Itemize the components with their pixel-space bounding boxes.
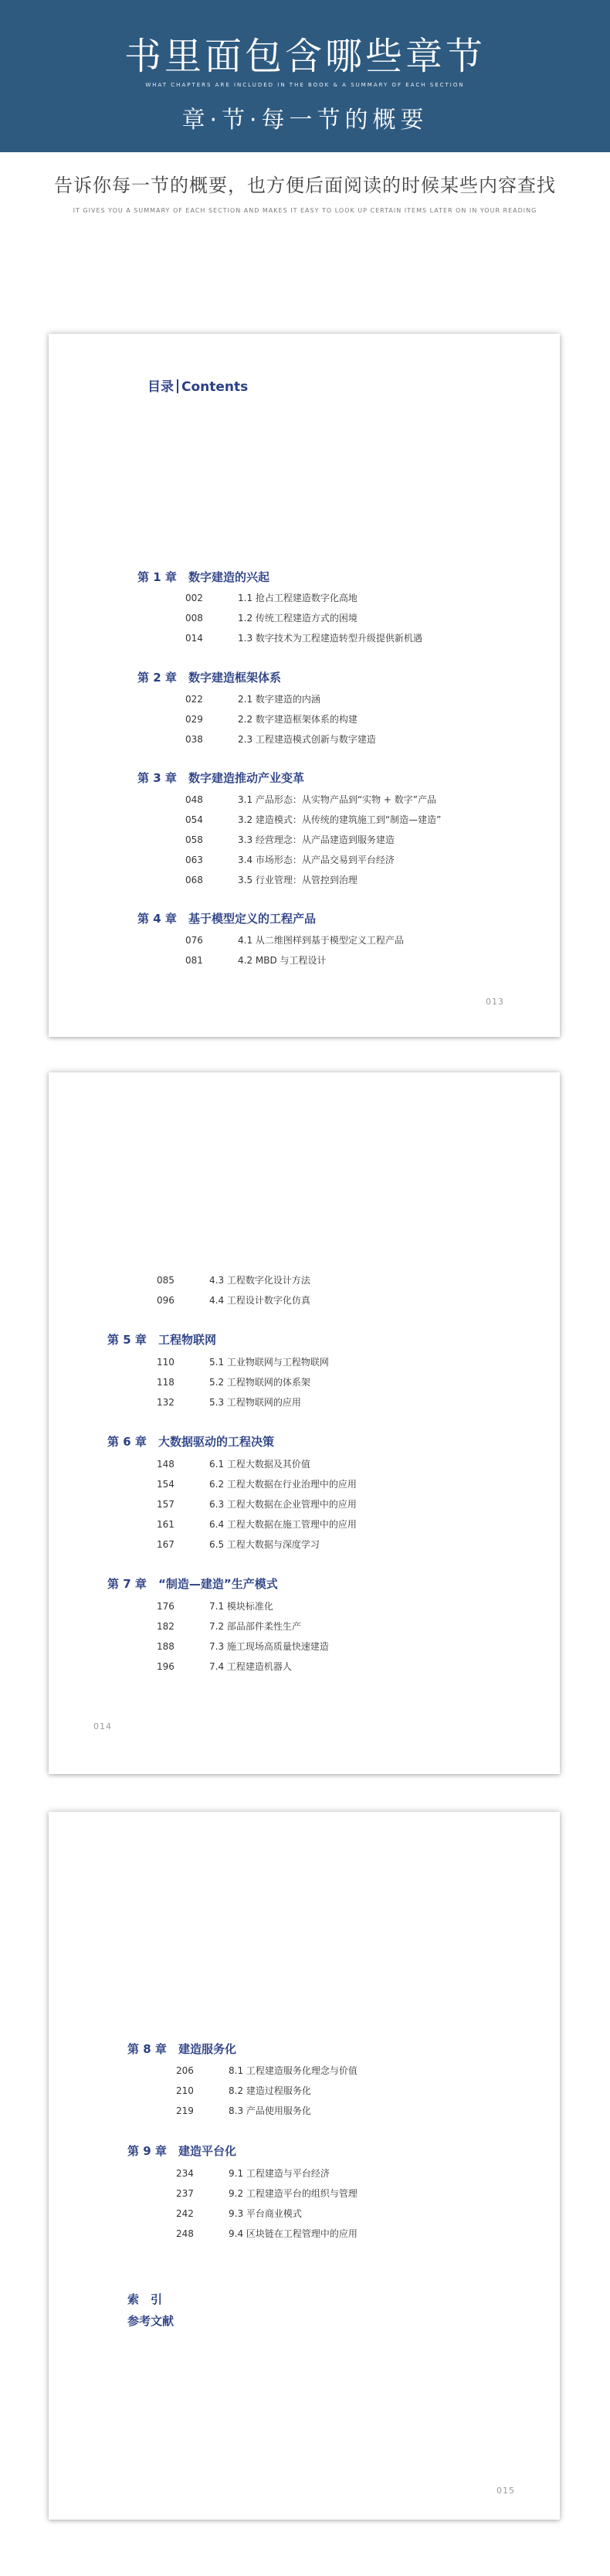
entry-page: 063 (185, 855, 203, 865)
entry-page: 161 (157, 1519, 175, 1530)
toc-entry[interactable] (185, 692, 320, 705)
entry-text: 5.3 工程物联网的应用 (209, 1397, 301, 1408)
toc-entry[interactable] (185, 833, 395, 846)
toc-entry[interactable] (157, 1457, 310, 1470)
toc-entry[interactable] (157, 1640, 329, 1653)
chapter-title: 工程物联网 (158, 1333, 217, 1347)
page-number: 013 (486, 997, 504, 1007)
header-title-en: WHAT CHAPTERS ARE INCLUDED IN THE BOOK & A SUMMARY OF EACH SECTION (145, 82, 465, 88)
chapter-heading[interactable] (107, 1331, 216, 1347)
chapter-number: 第 2 章 (137, 671, 177, 685)
toc-entry[interactable] (157, 1293, 310, 1307)
entry-page: 242 (176, 2208, 194, 2219)
entry-page: 219 (176, 2105, 194, 2116)
header-banner (0, 0, 610, 152)
chapter-heading[interactable] (137, 910, 316, 926)
entry-text: 7.1 模块标准化 (209, 1601, 273, 1612)
entry-text: 5.2 工程物联网的体系架 (209, 1377, 310, 1388)
toc-entry[interactable] (185, 873, 358, 886)
entry-text: 1.3 数字技术为工程建造转型升级提供新机遇 (238, 633, 422, 644)
chapter-title: 数字建造的兴起 (188, 570, 270, 584)
toc-entry[interactable] (176, 2227, 358, 2240)
index-link[interactable]: 索 引 (127, 2292, 163, 2306)
entry-page: 058 (185, 834, 203, 845)
entry-page: 234 (176, 2168, 194, 2179)
toc-entry[interactable] (185, 611, 358, 624)
toc-entry[interactable] (185, 591, 358, 604)
entry-text: 6.4 工程大数据在施工管理中的应用 (209, 1519, 357, 1530)
toc-entry[interactable] (157, 1619, 301, 1633)
entry-page: 029 (185, 714, 203, 725)
entry-text: 5.1 工业物联网与工程物联网 (209, 1357, 329, 1368)
chapter-title: 建造服务化 (178, 2042, 237, 2056)
toc-entry[interactable] (176, 2104, 311, 2117)
entry-page: 022 (185, 694, 203, 705)
entry-text: 3.2 建造模式：从传统的建筑施工到“制造—建造” (238, 814, 442, 825)
entry-text: 3.5 行业管理：从管控到治理 (238, 875, 358, 885)
entry-page: 002 (185, 593, 203, 603)
toc-entry[interactable] (185, 813, 441, 826)
toc-entry[interactable] (157, 1395, 301, 1409)
entry-page: 237 (176, 2188, 194, 2199)
entry-text: 6.5 工程大数据与深度学习 (209, 1539, 320, 1550)
entry-text: 4.1 从二维图样到基于模型定义工程产品 (238, 935, 404, 946)
chapter-title: 基于模型定义的工程产品 (188, 912, 317, 926)
toc-entry[interactable] (157, 1477, 357, 1490)
entry-text: 1.2 传统工程建造方式的困境 (238, 613, 358, 624)
page-number: 014 (93, 1721, 112, 1731)
toc-entry[interactable] (157, 1375, 310, 1388)
entry-text: 3.3 经营理念：从产品建造到服务建造 (238, 834, 395, 845)
toc-page-3 (49, 1812, 560, 2520)
entry-text: 6.3 工程大数据在企业管理中的应用 (209, 1499, 357, 1510)
entry-text: 2.3 工程建造模式创新与数字建造 (238, 734, 376, 745)
entry-text: 3.4 市场形态：从产品交易到平台经济 (238, 855, 395, 865)
entry-text: 7.2 部品部件柔性生产 (209, 1621, 301, 1632)
toc-label-cn: 目录 (147, 379, 174, 395)
entry-text: 8.3 产品使用服务化 (229, 2105, 311, 2116)
entry-text: 3.1 产品形态：从实物产品到“实物 + 数字”产品 (238, 794, 437, 805)
chapter-title: 数字建造推动产业变革 (188, 771, 305, 785)
entry-text: 9.4 区块链在工程管理中的应用 (229, 2228, 358, 2239)
intro-text: 告诉你每一节的概要，也方便后面阅读的时候某些内容查找 (54, 175, 556, 196)
chapter-heading[interactable] (127, 2041, 236, 2057)
entry-page: 196 (157, 1661, 175, 1672)
entry-page: 176 (157, 1601, 175, 1612)
toc-entry[interactable] (176, 2207, 302, 2220)
toc-entry[interactable] (157, 1599, 273, 1613)
entry-page: 054 (185, 814, 203, 825)
toc-entry[interactable] (185, 732, 376, 746)
entry-page: 008 (185, 613, 203, 624)
toc-label-en: Contents (181, 379, 249, 395)
entry-page: 048 (185, 794, 203, 805)
entry-page: 148 (157, 1459, 175, 1470)
entry-page: 188 (157, 1641, 175, 1652)
entry-text: 8.2 建造过程服务化 (229, 2085, 311, 2096)
chapter-heading[interactable] (137, 569, 269, 585)
chapter-heading[interactable] (107, 1575, 278, 1592)
toc-entry[interactable] (185, 631, 422, 644)
intro-text-en: IT GIVES YOU A SUMMARY OF EACH SECTION AND MAKES IT EASY TO LOOK UP CERTAIN ITEMS LATER ON IN YOUR READING (73, 207, 537, 214)
references-link[interactable]: 参考文献 (127, 2314, 175, 2328)
chapter-number: 第 9 章 (127, 2144, 167, 2158)
entry-text: 8.1 工程建造服务化理念与价值 (229, 2065, 358, 2076)
chapter-number: 第 8 章 (127, 2042, 167, 2056)
toc-entry[interactable] (185, 933, 404, 946)
chapter-number: 第 3 章 (137, 771, 177, 785)
entry-page: 206 (176, 2065, 194, 2076)
toc-entry[interactable] (185, 793, 436, 806)
chapter-number: 第 4 章 (137, 912, 177, 926)
chapter-heading[interactable] (137, 669, 281, 685)
chapter-number: 第 1 章 (137, 570, 177, 584)
entry-text: 9.2 工程建造平台的组织与管理 (229, 2188, 358, 2199)
entry-page: 210 (176, 2085, 194, 2096)
toc-page-2 (49, 1072, 560, 1774)
entry-page: 132 (157, 1397, 175, 1408)
entry-text: 9.1 工程建造与平台经济 (229, 2168, 330, 2179)
entry-page: 085 (157, 1275, 175, 1286)
entry-page: 038 (185, 734, 203, 745)
chapter-number: 第 6 章 (107, 1435, 147, 1449)
chapter-title: 大数据驱动的工程决策 (158, 1435, 275, 1449)
toc-entry[interactable] (185, 953, 327, 967)
toc-entry[interactable] (176, 2187, 358, 2200)
toc-entry[interactable] (157, 1497, 357, 1511)
entry-page: 167 (157, 1539, 175, 1550)
entry-text: 4.3 工程数字化设计方法 (209, 1275, 310, 1286)
entry-page: 014 (185, 633, 203, 644)
entry-text: 6.2 工程大数据在行业治理中的应用 (209, 1479, 357, 1490)
entry-text: 1.1 抢占工程建造数字化高地 (238, 593, 358, 603)
entry-text: 7.3 施工现场高质量快速建造 (209, 1641, 329, 1652)
entry-page: 096 (157, 1295, 175, 1306)
chapter-title: “制造—建造”生产模式 (158, 1577, 278, 1591)
toc-entry[interactable] (157, 1660, 292, 1673)
entry-page: 182 (157, 1621, 175, 1632)
toc-entry[interactable] (157, 1273, 310, 1286)
toc-entry[interactable] (185, 712, 358, 726)
entry-page: 081 (185, 955, 203, 966)
entry-text: 4.2 MBD 与工程设计 (238, 955, 327, 966)
entry-page: 118 (157, 1377, 175, 1388)
chapter-heading[interactable] (137, 770, 304, 786)
entry-page: 076 (185, 935, 203, 946)
chapter-number: 第 7 章 (107, 1577, 147, 1591)
toc-entry[interactable] (157, 1355, 329, 1368)
entry-page: 248 (176, 2228, 194, 2239)
page-number: 015 (496, 2486, 515, 2496)
toc-divider (177, 379, 178, 393)
toc-heading (147, 376, 248, 395)
entry-page: 157 (157, 1499, 175, 1510)
chapter-heading[interactable] (127, 2143, 236, 2159)
toc-entry[interactable] (176, 2084, 311, 2097)
header-title: 书里面包含哪些章节 (124, 35, 486, 78)
entry-page: 110 (157, 1357, 175, 1368)
chapter-number: 第 5 章 (107, 1333, 147, 1347)
entry-text: 4.4 工程设计数字化仿真 (209, 1295, 310, 1306)
toc-page-1 (49, 334, 560, 1037)
toc-entry[interactable] (185, 853, 395, 866)
chapter-heading[interactable] (107, 1433, 274, 1449)
header-subtitle: 章·节·每一节的概要 (181, 107, 429, 134)
chapter-title: 数字建造框架体系 (188, 671, 282, 685)
entry-text: 2.2 数字建造框架体系的构建 (238, 714, 358, 725)
entry-text: 2.1 数字建造的内涵 (238, 694, 320, 705)
entry-text: 7.4 工程建造机器人 (209, 1661, 292, 1672)
chapter-title: 建造平台化 (178, 2144, 237, 2158)
toc-entry[interactable] (157, 1538, 320, 1551)
entry-text: 9.3 平台商业模式 (229, 2208, 302, 2219)
toc-entry[interactable] (176, 2166, 330, 2180)
entry-text: 6.1 工程大数据及其价值 (209, 1459, 310, 1470)
entry-page: 154 (157, 1479, 175, 1490)
toc-entry[interactable] (157, 1517, 357, 1531)
toc-entry[interactable] (176, 2064, 358, 2077)
entry-page: 068 (185, 875, 203, 885)
